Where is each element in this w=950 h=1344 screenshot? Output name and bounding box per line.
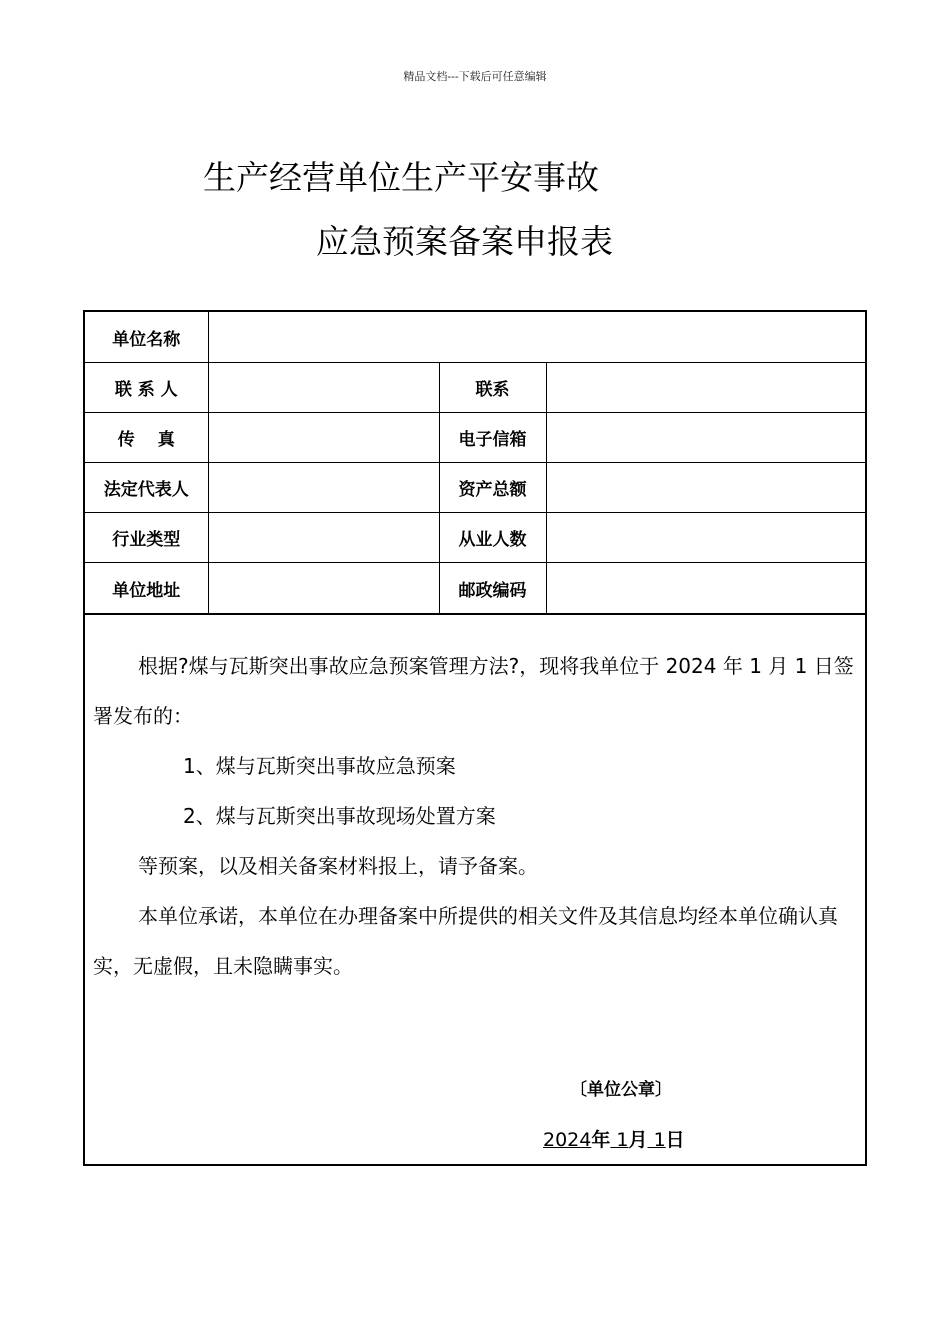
unit-name-field[interactable]	[208, 312, 865, 363]
document-title-line1: 生产经营单位生产平安事故	[203, 158, 599, 197]
table-row	[85, 413, 865, 463]
filing-form	[83, 310, 867, 1166]
date-month: 1	[610, 1129, 629, 1151]
plan-item-2: 2、煤与瓦斯突出事故现场处置方案	[183, 804, 496, 828]
info-table	[85, 312, 865, 615]
date-year: 2024	[543, 1129, 592, 1151]
document-title-line2: 应急预案备案申报表	[316, 222, 613, 261]
fax-field[interactable]	[208, 413, 439, 463]
signature-date	[543, 1125, 685, 1152]
phone-field[interactable]	[546, 363, 865, 413]
table-row	[85, 463, 865, 513]
date-day-suffix: 日	[665, 1129, 685, 1151]
page-watermark: 精品文档---下载后可任意编辑	[403, 70, 547, 83]
table-row	[85, 513, 865, 563]
date-year-suffix: 年	[591, 1129, 611, 1151]
industry-field[interactable]	[208, 513, 439, 563]
date-month-suffix: 月	[628, 1129, 648, 1151]
phone-label: 联系	[439, 363, 546, 413]
filing-statement	[85, 641, 865, 991]
employees-label: 从业人数	[439, 513, 546, 563]
contact-label: 联 系 人	[85, 363, 208, 413]
unit-seal-label: 〔单位公章〕	[570, 1080, 672, 1100]
statement-paragraph-1: 根据?煤与瓦斯突出事故应急预案管理方法?，现将我单位于 2024 年 1 月 1 日签署发布的：	[93, 654, 854, 728]
table-row	[85, 563, 865, 615]
postcode-field[interactable]	[546, 563, 865, 615]
plan-item-1: 1、煤与瓦斯突出事故应急预案	[183, 754, 456, 778]
date-day: 1	[647, 1129, 666, 1151]
contact-field[interactable]	[208, 363, 439, 413]
address-field[interactable]	[208, 563, 439, 615]
email-field[interactable]	[546, 413, 865, 463]
email-label: 电子信箱	[439, 413, 546, 463]
assets-label: 资产总额	[439, 463, 546, 513]
statement-paragraph-3: 本单位承诺，本单位在办理备案中所提供的相关文件及其信息均经本单位确认真实，无虚假，且未隐瞒事实。	[93, 904, 838, 978]
fax-label: 传 真	[85, 413, 208, 463]
unit-name-label: 单位名称	[85, 312, 208, 363]
statement-paragraph-2: 等预案，以及相关备案材料报上，请予备案。	[138, 854, 538, 878]
industry-label: 行业类型	[85, 513, 208, 563]
assets-field[interactable]	[546, 463, 865, 513]
table-row	[85, 363, 865, 413]
legal-rep-field[interactable]	[208, 463, 439, 513]
legal-rep-label: 法定代表人	[85, 463, 208, 513]
postcode-label: 邮政编码	[439, 563, 546, 615]
table-row	[85, 312, 865, 363]
address-label: 单位地址	[85, 563, 208, 615]
employees-field[interactable]	[546, 513, 865, 563]
